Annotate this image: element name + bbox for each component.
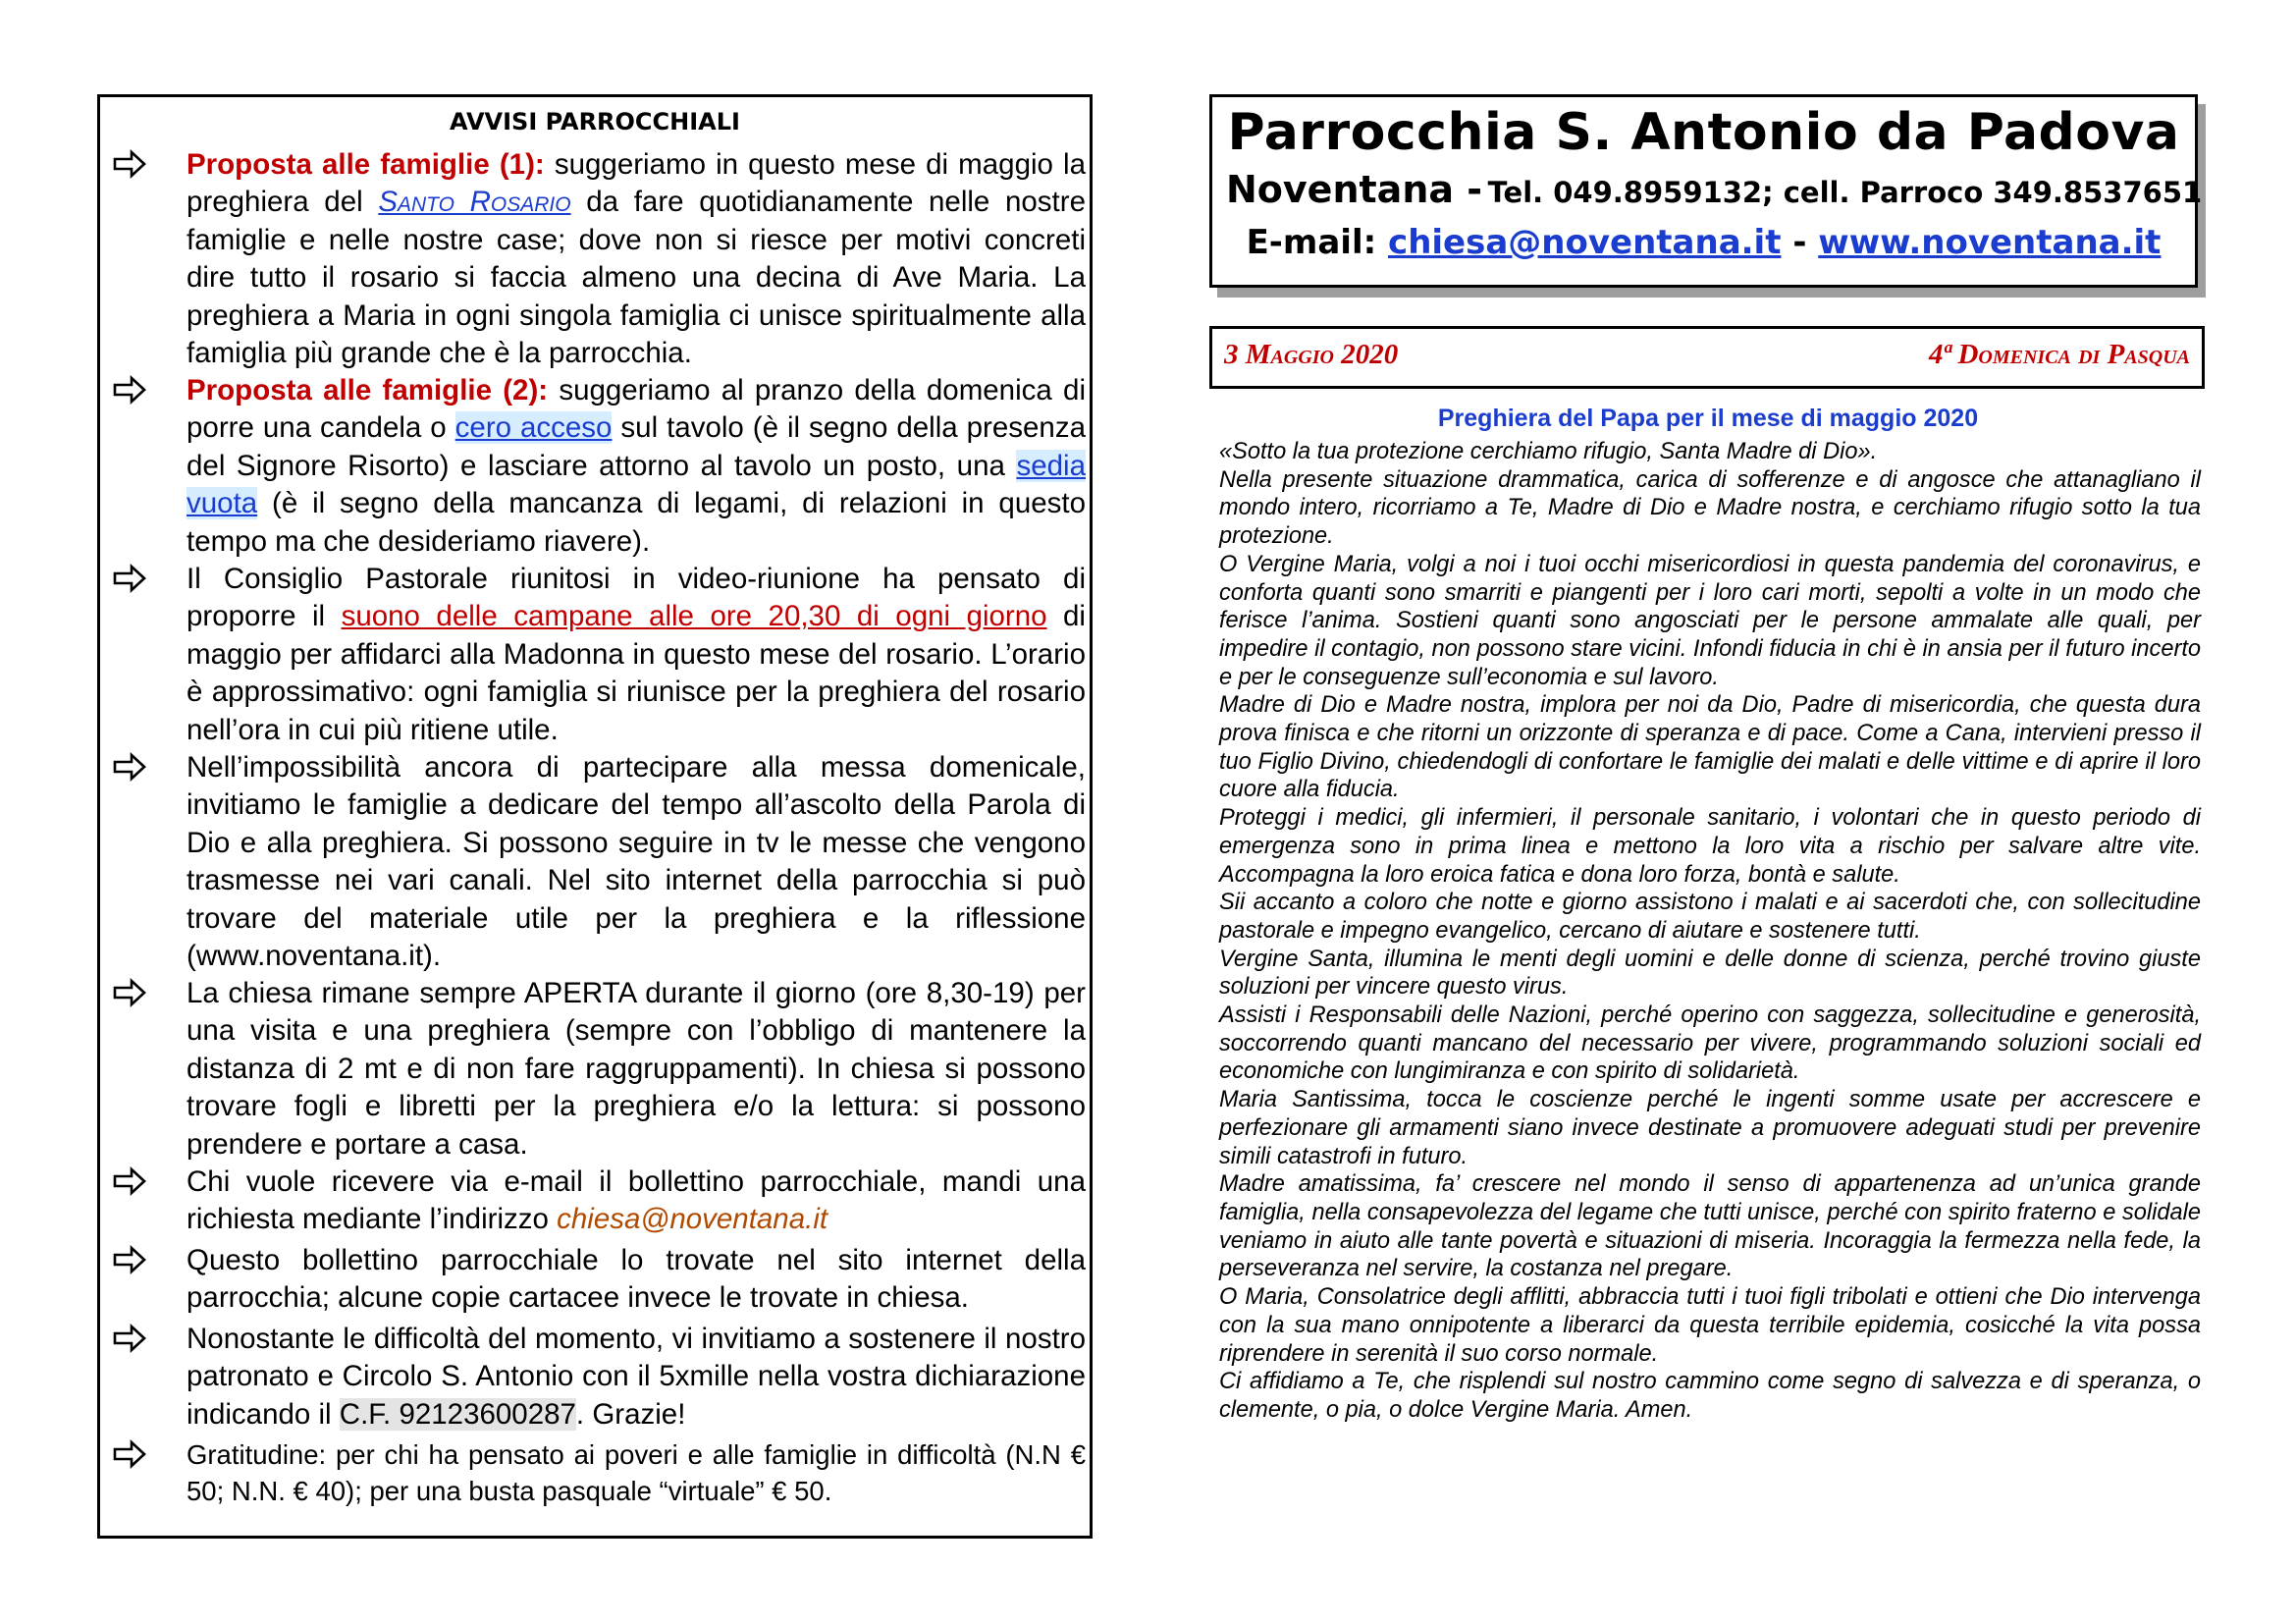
prayer-title: Preghiera del Papa per il mese di maggio 2020 (1437, 405, 1979, 432)
date-bar (1209, 326, 2205, 389)
email-label: E-mail: (1246, 223, 1377, 262)
arrow-right-icon (112, 749, 147, 785)
prayer-paragraph: Proteggi i medici, gli infermieri, il personale sanitario, i volontari che in questo periodo di emergenza sono in prima linea e mettono la loro vita a rischio per salvare altre vite. Accompagna la loro eroica fatica e dona loro forza, bontà e salute. (1219, 805, 2201, 888)
avviso-text: Gratitudine: per chi ha pensato ai poveri e alle famiglie in difficoltà (N.N € 50; N.N. € 40); per una busta pasquale “virtuale” € 50. (187, 1439, 1086, 1506)
prayer-paragraph: «Sotto la tua protezione cerchiamo rifugio, Santa Madre di Dio». (1219, 439, 1878, 464)
arrow-right-icon (112, 1436, 147, 1472)
parish-header (1209, 94, 2203, 288)
bulletin-date: 3 Maggio 2020 (1224, 339, 1399, 370)
avviso-text: Nonostante le difficoltà del momento, vi invitiamo a sostenere il nostro patronato e Circolo S. Antonio con il 5xmille nella vostra dichiarazione indicando il C.F. 92123600287. Grazie! (187, 1323, 1086, 1431)
prayer-paragraph: Assisti i Responsabili delle Nazioni, perché operino con saggezza, sollecitudine e generosità, soccorrendo quanti mancano del necessario per vivere, programmando soluzioni sociali ed economiche con lungimiranza e con spirito di solidarietà. (1219, 1002, 2201, 1085)
avviso-lead: Proposta alle famiglie (2): (187, 374, 549, 406)
arrow-right-icon (112, 146, 147, 182)
separator: - (1792, 223, 1807, 262)
campane-highlight: suono delle campane alle ore 20,30 di ogni giorno (341, 600, 1047, 633)
santo-rosario-link[interactable]: Santo Rosario (378, 186, 571, 219)
avvisi-title: AVVISI PARROCCHIALI (450, 108, 740, 135)
prayer-paragraph: O Vergine Maria, volgi a noi i tuoi occhi misericordiosi in questa pandemia del coronavirus, e conforta quanti sono smarriti e piangenti per i loro cari morti, sepolti a volte in un modo che ferisce l’anima. Sostieni quanti sono angosciati per le persone ammalate alle quali, per impedire il contagio, non possono stare vicini. Infondi fiducia in chi è in ansia per il futuro incerto e per le conseguenze sull’economia e sul lavoro. (1219, 551, 2201, 690)
prayer-paragraph: Maria Santissima, tocca le coscienze perché le ingenti somme usate per accrescere e perfezionare gli armamenti siano invece destinate a promuovere adeguati studi per prevenire simili catastrofi in futuro. (1219, 1087, 2201, 1169)
arrow-right-icon (112, 1242, 147, 1277)
arrow-right-icon (112, 975, 147, 1010)
arrow-right-icon (112, 561, 147, 596)
prayer-paragraph: Madre amatissima, fa’ crescere nel mondo il senso di appartenenza ad un’unica grande famiglia, nella consapevolezza del legame che tutti unisce, perché con spirito fraterno e solidale veniamo in aiuto alle tante povertà e situazioni di miseria. Incoraggia la fermezza nella fede, la perseveranza nel servire, la costanza nel pregare. (1219, 1171, 2201, 1282)
avviso-text: Chi vuole ricevere via e-mail il bollettino parrocchiale, mandi una richiesta mediante l’indirizzo chiesa@noventana.it (187, 1165, 1086, 1236)
website-link[interactable]: www.noventana.it (1818, 223, 2162, 262)
header-email-link[interactable]: chiesa@noventana.it (1388, 223, 1782, 262)
avviso-text: Questo bollettino parrocchiale lo trovate nel sito internet della parrocchia; alcune copie cartacee invece le trovate in chiesa. (187, 1244, 1086, 1315)
avviso-lead: Proposta alle famiglie (1): (187, 148, 545, 181)
prayer-paragraph: Nella presente situazione drammatica, carica di sofferenze e di angosce che attanagliano il mondo intero, ricorriamo a Te, Madre di Dio e Madre nostra, e cerchiamo rifugio sotto la tua protezione. (1219, 466, 2201, 550)
avviso-text: Proposta alle famiglie (2): suggeriamo al pranzo della domenica di porre una candela o cero acceso sul tavolo (è il segno della presenza del Signore Risorto) e lasciare attorno al tavolo un posto, una sedia vuota (è il segno della mancanza di legami, di relazioni in questo tempo ma che desideriamo riavere). (187, 374, 1086, 558)
prayer-paragraph: Vergine Santa, illumina le menti degli uomini e delle donne di scienza, perché trovino giuste soluzioni per vincere questo virus. (1219, 946, 2201, 1001)
sedia-vuota-highlight: sedia vuota (187, 449, 1086, 520)
avviso-text: Il Consiglio Pastorale riunitosi in video-riunione ha pensato di proporre il suono delle campane alle ore 20,30 di ogni giorno di maggio per affidarci alla Madonna in questo mese del rosario. L’orario è approssimativo: ogni famiglia si riunisce per la preghiera del rosario nell’ora in cui più ritiene utile. (187, 563, 1086, 746)
avviso-text: Nell’impossibilità ancora di partecipare alla messa domenicale, invitiamo le famiglie a dedicare del tempo all’ascolto della Parola di Dio e alla preghiera. Si possono seguire in tv le messe che vengono trasmesse nei vari canali. Nel sito internet della parrocchia si può trovare del materiale utile per la preghiera e la riflessione (www.noventana.it). (187, 751, 1086, 973)
arrow-right-icon (112, 372, 147, 407)
avviso-text: La chiesa rimane sempre APERTA durante il giorno (ore 8,30-19) per una visita e una preghiera (sempre con l’obbligo di mantenere la distanza di 2 mt e di non fare raggruppamenti). In chiesa si possono trovare fogli e libretti per la preghiera e/o la lettura: si possono prendere e portare a casa. (187, 977, 1086, 1161)
prayer-paragraph: O Maria, Consolatrice degli afflitti, abbraccia tutti i tuoi figli tribolati e ottieni che Dio intervenga con la sua mano onnipotente a liberarci da questa terribile epidemia, cosicché la vita possa riprendere in serenità il suo corso normale. (1219, 1284, 2201, 1367)
prayer-paragraph: Ci affidiamo a Te, che risplendi sul nostro cammino come segno di salvezza e di speranza, o clemente, o pia, o dolce Vergine Maria. Amen. (1219, 1369, 2201, 1423)
prayer-paragraph: Madre di Dio e Madre nostra, implora per noi da Dio, Padre di misericordia, che questa dura prova finisca e che ritorni un orizzonte di speranza e di pace. Come a Cana, intervieni presso il tuo Figlio Divino, chiedendogli di confortare le famiglie dei malati e delle vittime e di aprire il loro cuore alla fiducia. (1219, 692, 2201, 803)
prayer-paragraph: Sii accanto a coloro che notte e giorno assistono i malati e ai sacerdoti che, con sollecitudine pastorale e impegno evangelico, cercano di aiutare e sostenere tutti. (1219, 890, 2201, 944)
contact-line (1226, 168, 2203, 211)
liturgical-sunday: 4ª Domenica di Pasqua (1928, 339, 2190, 370)
email-line (1212, 223, 2195, 262)
codice-fiscale: C.F. 92123600287 (339, 1397, 576, 1431)
avvisi-panel (97, 94, 1093, 1539)
arrow-right-icon (112, 1321, 147, 1356)
phone-numbers: Tel. 049.8959132; cell. Parroco 349.8537651 (1487, 176, 2203, 209)
email-link[interactable]: chiesa@noventana.it (557, 1203, 828, 1236)
cero-acceso-highlight: cero acceso (454, 411, 613, 445)
arrow-right-icon (112, 1164, 147, 1199)
avviso-text: Proposta alle famiglie (1): suggeriamo in questo mese di maggio la preghiera del Santo Rosario da fare quotidianamente nelle nostre famiglie e nelle nostre case; dove non si riesce per motivi concreti dire tutto il rosario si faccia almeno una decina di Ave Maria. La preghiera a Maria in ogni singola famiglia ci unisce spiritualmente alla famiglia più grande che è la parrocchia. (187, 148, 1087, 370)
prayer-body (1219, 438, 2201, 1425)
town-name: Noventana - (1226, 168, 1483, 211)
parish-name: Parrocchia S. Antonio da Padova (1227, 103, 2180, 162)
